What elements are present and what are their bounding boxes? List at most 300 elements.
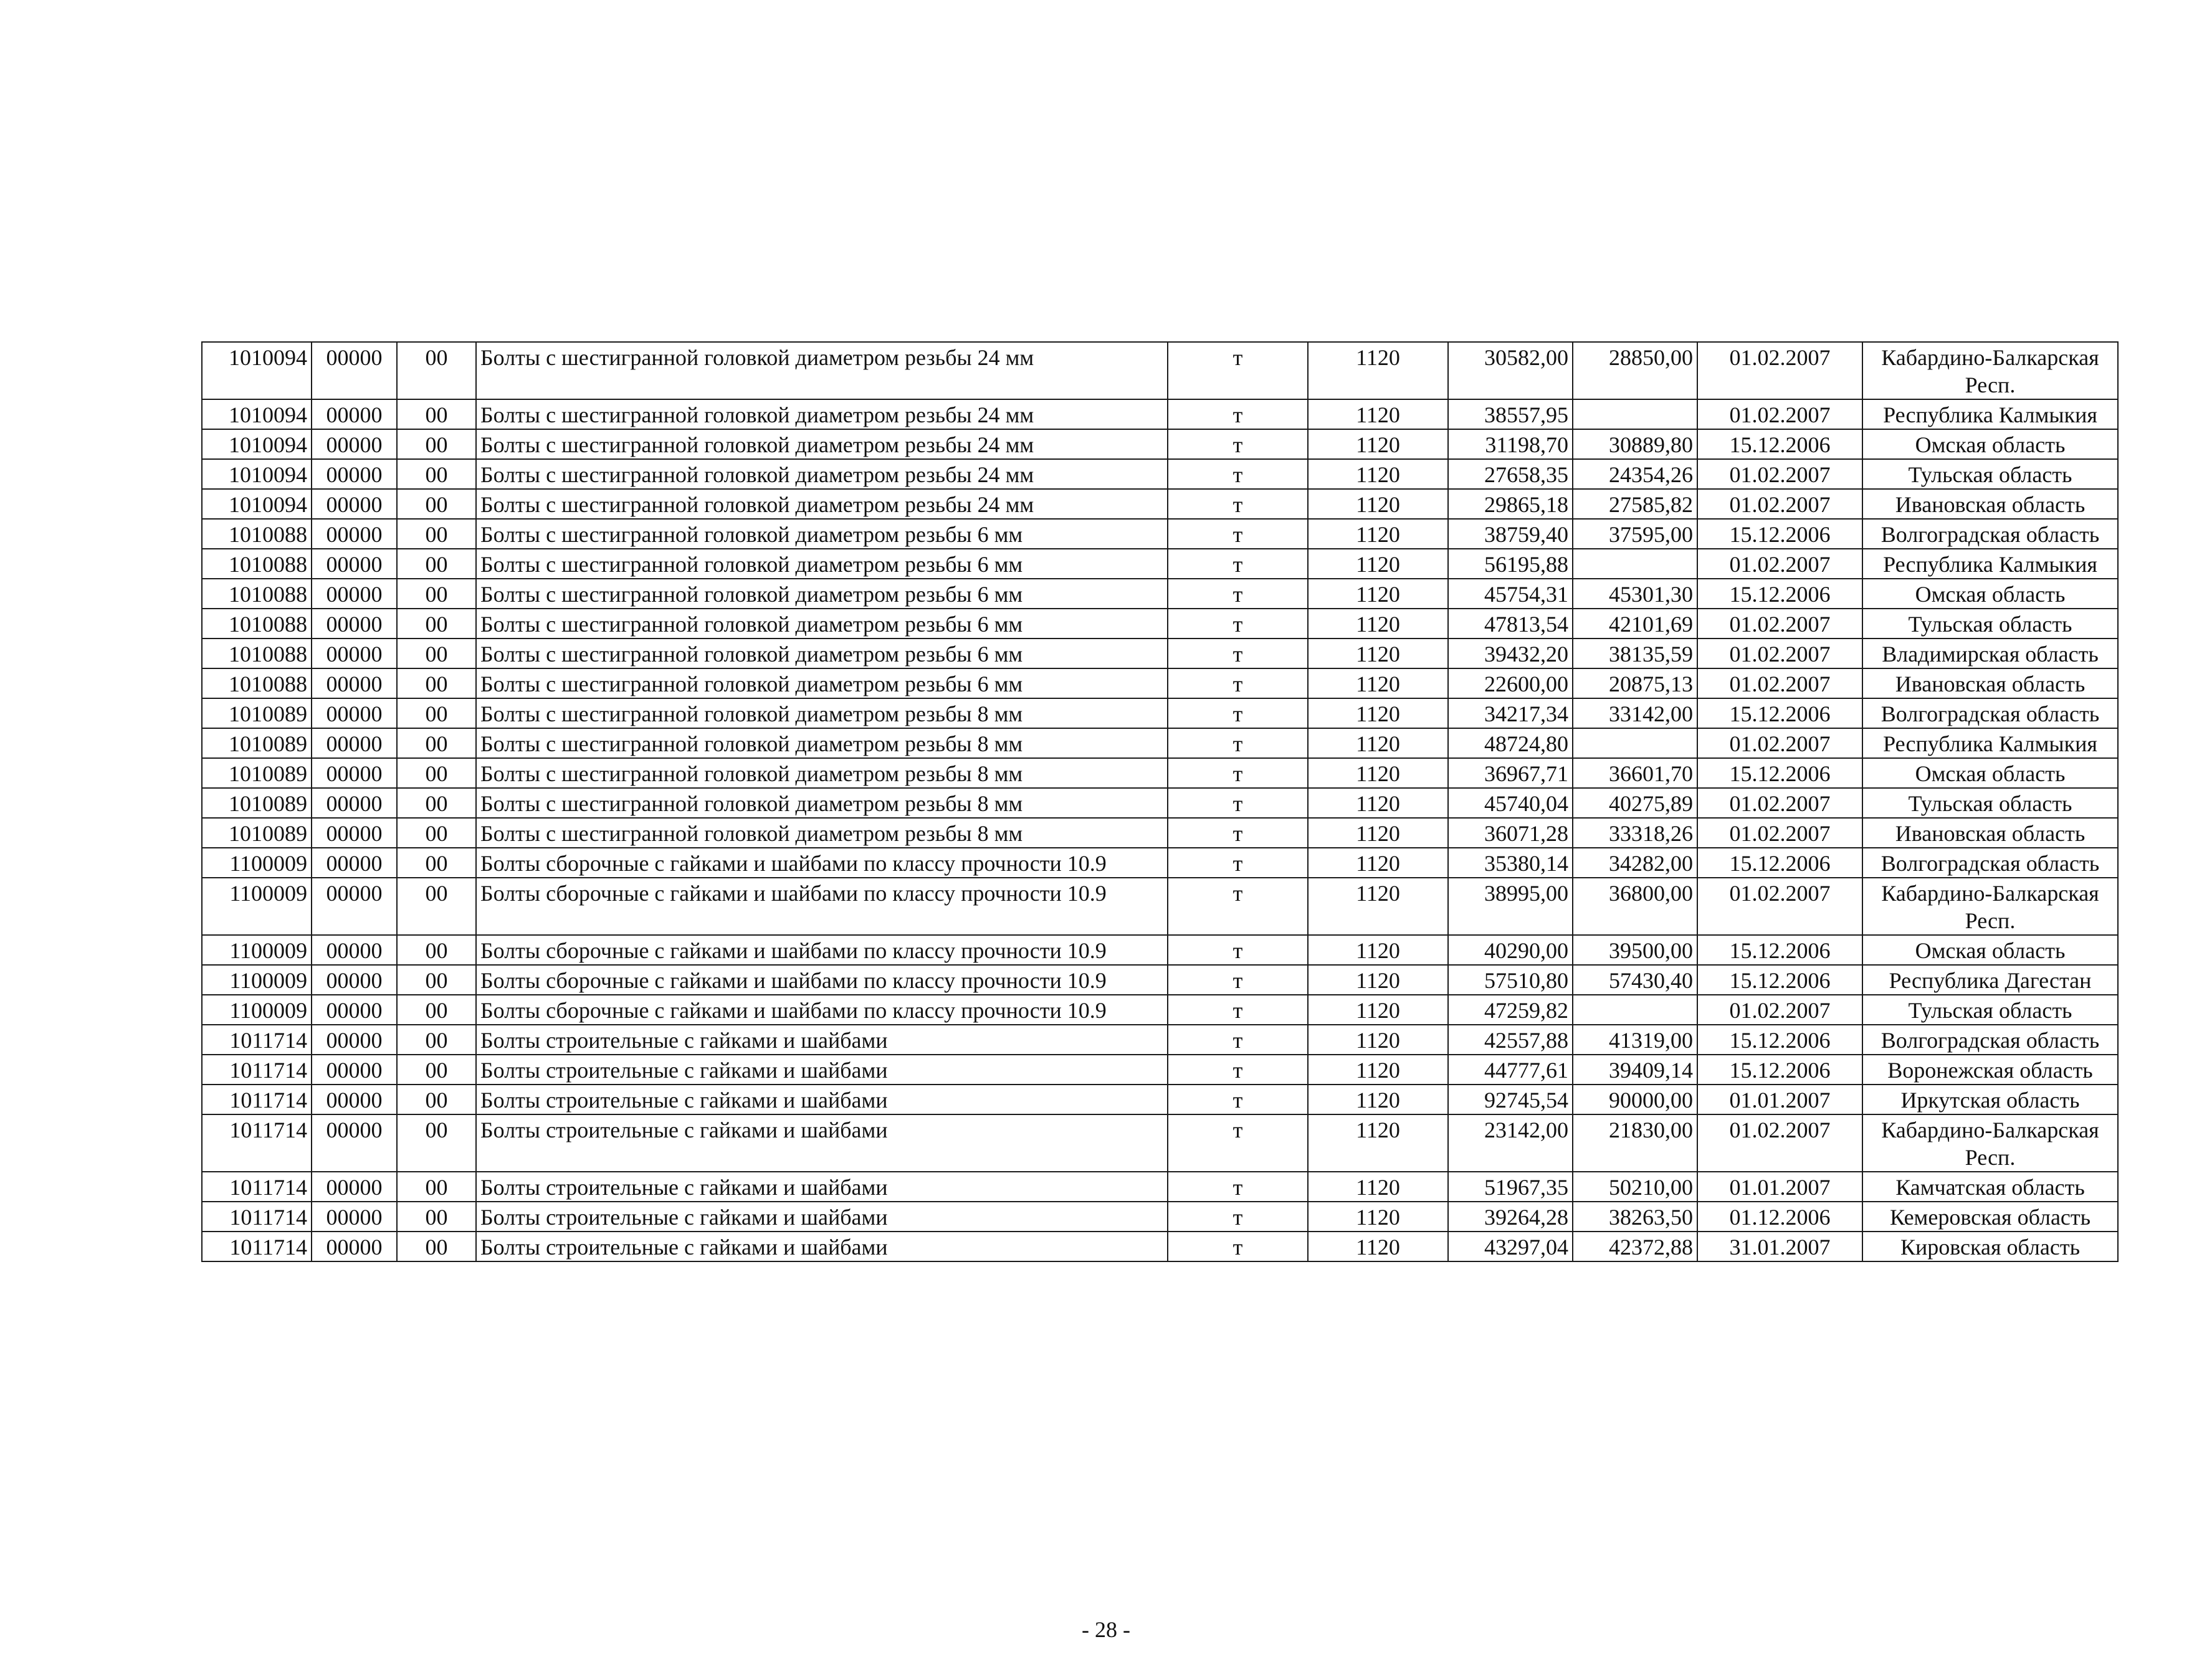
product-code-cell: 1010094 (202, 429, 312, 459)
subcode-cell: 00000 (312, 935, 397, 965)
subcode-cell: 00000 (312, 1085, 397, 1114)
table-row (202, 609, 2118, 639)
page-number: - 28 - (1082, 1617, 1130, 1642)
suffix-cell: 00 (397, 1114, 476, 1172)
unit-cell: т (1168, 1085, 1308, 1114)
table-row (202, 1232, 2118, 1261)
unit-cell: т (1168, 668, 1308, 698)
okei-code-cell: 1120 (1308, 459, 1448, 489)
table-row (202, 698, 2118, 728)
price-cell: 42557,88 (1448, 1025, 1573, 1055)
price-without-vat-cell: 30889,80 (1573, 429, 1697, 459)
region-cell: Омская область (1862, 429, 2118, 459)
region-cell: Тульская область (1862, 459, 2118, 489)
okei-code-cell: 1120 (1308, 639, 1448, 668)
product-name-cell: Болты с шестигранной головкой диаметром резьбы 24 мм (476, 429, 1168, 459)
product-code-cell: 1100009 (202, 965, 312, 995)
subcode-cell: 00000 (312, 728, 397, 758)
table-row (202, 788, 2118, 818)
product-code-cell: 1010089 (202, 818, 312, 848)
table-row (202, 878, 2118, 935)
date-cell: 01.02.2007 (1697, 788, 1862, 818)
okei-code-cell: 1120 (1308, 1114, 1448, 1172)
okei-code-cell: 1120 (1308, 728, 1448, 758)
date-cell: 01.01.2007 (1697, 1172, 1862, 1202)
table-row (202, 519, 2118, 549)
subcode-cell: 00000 (312, 668, 397, 698)
unit-cell: т (1168, 818, 1308, 848)
product-code-cell: 1011714 (202, 1232, 312, 1261)
okei-code-cell: 1120 (1308, 399, 1448, 429)
unit-cell: т (1168, 579, 1308, 609)
suffix-cell: 00 (397, 788, 476, 818)
price-cell: 45740,04 (1448, 788, 1573, 818)
date-cell: 15.12.2006 (1697, 579, 1862, 609)
date-cell: 01.02.2007 (1697, 399, 1862, 429)
suffix-cell: 00 (397, 1055, 476, 1085)
okei-code-cell: 1120 (1308, 342, 1448, 399)
price-cell: 38557,95 (1448, 399, 1573, 429)
date-cell: 01.02.2007 (1697, 818, 1862, 848)
region-cell: Республика Дагестан (1862, 965, 2118, 995)
suffix-cell: 00 (397, 758, 476, 788)
product-code-cell: 1010089 (202, 698, 312, 728)
table-row (202, 429, 2118, 459)
suffix-cell: 00 (397, 1232, 476, 1261)
product-name-cell: Болты с шестигранной головкой диаметром резьбы 24 мм (476, 399, 1168, 429)
table-row (202, 1025, 2118, 1055)
suffix-cell: 00 (397, 965, 476, 995)
price-without-vat-cell: 33142,00 (1573, 698, 1697, 728)
date-cell: 01.02.2007 (1697, 728, 1862, 758)
product-name-cell: Болты сборочные с гайками и шайбами по классу прочности 10.9 (476, 995, 1168, 1025)
region-cell: Кемеровская область (1862, 1202, 2118, 1232)
product-code-cell: 1010088 (202, 549, 312, 579)
date-cell: 01.02.2007 (1697, 609, 1862, 639)
table-row (202, 1172, 2118, 1202)
product-name-cell: Болты с шестигранной головкой диаметром резьбы 8 мм (476, 788, 1168, 818)
date-cell: 01.02.2007 (1697, 1114, 1862, 1172)
product-name-cell: Болты с шестигранной головкой диаметром резьбы 6 мм (476, 519, 1168, 549)
price-cell: 36071,28 (1448, 818, 1573, 848)
unit-cell: т (1168, 489, 1308, 519)
product-name-cell: Болты с шестигранной головкой диаметром резьбы 6 мм (476, 579, 1168, 609)
product-code-cell: 1010088 (202, 668, 312, 698)
unit-cell: т (1168, 935, 1308, 965)
price-cell: 57510,80 (1448, 965, 1573, 995)
suffix-cell: 00 (397, 995, 476, 1025)
product-name-cell: Болты с шестигранной головкой диаметром резьбы 8 мм (476, 758, 1168, 788)
table-row (202, 848, 2118, 878)
suffix-cell: 00 (397, 1172, 476, 1202)
product-code-cell: 1011714 (202, 1172, 312, 1202)
date-cell: 31.01.2007 (1697, 1232, 1862, 1261)
product-name-cell: Болты строительные с гайками и шайбами (476, 1025, 1168, 1055)
okei-code-cell: 1120 (1308, 788, 1448, 818)
subcode-cell: 00000 (312, 848, 397, 878)
date-cell: 01.02.2007 (1697, 639, 1862, 668)
product-name-cell: Болты с шестигранной головкой диаметром резьбы 6 мм (476, 639, 1168, 668)
table-row (202, 579, 2118, 609)
okei-code-cell: 1120 (1308, 549, 1448, 579)
okei-code-cell: 1120 (1308, 965, 1448, 995)
suffix-cell: 00 (397, 848, 476, 878)
region-cell: Воронежская область (1862, 1055, 2118, 1085)
product-code-cell: 1010094 (202, 342, 312, 399)
price-without-vat-cell (1573, 549, 1697, 579)
date-cell: 15.12.2006 (1697, 519, 1862, 549)
date-cell: 01.02.2007 (1697, 668, 1862, 698)
unit-cell: т (1168, 1172, 1308, 1202)
subcode-cell: 00000 (312, 519, 397, 549)
suffix-cell: 00 (397, 342, 476, 399)
price-without-vat-cell: 50210,00 (1573, 1172, 1697, 1202)
suffix-cell: 00 (397, 698, 476, 728)
unit-cell: т (1168, 758, 1308, 788)
region-cell: Тульская область (1862, 788, 2118, 818)
suffix-cell: 00 (397, 639, 476, 668)
product-name-cell: Болты сборочные с гайками и шайбами по классу прочности 10.9 (476, 965, 1168, 995)
product-code-cell: 1010094 (202, 459, 312, 489)
unit-cell: т (1168, 609, 1308, 639)
subcode-cell: 00000 (312, 429, 397, 459)
region-cell: Республика Калмыкия (1862, 728, 2118, 758)
date-cell: 01.02.2007 (1697, 459, 1862, 489)
price-cell: 45754,31 (1448, 579, 1573, 609)
okei-code-cell: 1120 (1308, 698, 1448, 728)
product-code-cell: 1011714 (202, 1202, 312, 1232)
price-cell: 22600,00 (1448, 668, 1573, 698)
price-without-vat-cell: 28850,00 (1573, 342, 1697, 399)
table-row (202, 342, 2118, 399)
price-without-vat-cell: 57430,40 (1573, 965, 1697, 995)
product-code-cell: 1011714 (202, 1055, 312, 1085)
price-cell: 36967,71 (1448, 758, 1573, 788)
price-without-vat-cell: 39500,00 (1573, 935, 1697, 965)
date-cell: 01.01.2007 (1697, 1085, 1862, 1114)
subcode-cell: 00000 (312, 1202, 397, 1232)
product-name-cell: Болты строительные с гайками и шайбами (476, 1114, 1168, 1172)
unit-cell: т (1168, 399, 1308, 429)
date-cell: 15.12.2006 (1697, 758, 1862, 788)
unit-cell: т (1168, 1055, 1308, 1085)
subcode-cell: 00000 (312, 489, 397, 519)
price-without-vat-cell: 20875,13 (1573, 668, 1697, 698)
price-cell: 27658,35 (1448, 459, 1573, 489)
price-without-vat-cell: 38263,50 (1573, 1202, 1697, 1232)
product-code-cell: 1100009 (202, 935, 312, 965)
product-name-cell: Болты с шестигранной головкой диаметром резьбы 8 мм (476, 818, 1168, 848)
price-without-vat-cell: 39409,14 (1573, 1055, 1697, 1085)
suffix-cell: 00 (397, 1085, 476, 1114)
unit-cell: т (1168, 639, 1308, 668)
product-name-cell: Болты с шестигранной головкой диаметром резьбы 24 мм (476, 489, 1168, 519)
subcode-cell: 00000 (312, 698, 397, 728)
price-without-vat-cell: 36601,70 (1573, 758, 1697, 788)
price-without-vat-cell: 37595,00 (1573, 519, 1697, 549)
subcode-cell: 00000 (312, 609, 397, 639)
unit-cell: т (1168, 1202, 1308, 1232)
subcode-cell: 00000 (312, 965, 397, 995)
suffix-cell: 00 (397, 399, 476, 429)
product-name-cell: Болты с шестигранной головкой диаметром резьбы 8 мм (476, 698, 1168, 728)
unit-cell: т (1168, 728, 1308, 758)
table-row (202, 639, 2118, 668)
product-code-cell: 1010088 (202, 609, 312, 639)
suffix-cell: 00 (397, 935, 476, 965)
date-cell: 15.12.2006 (1697, 1055, 1862, 1085)
region-cell: Республика Калмыкия (1862, 399, 2118, 429)
product-name-cell: Болты строительные с гайками и шайбами (476, 1085, 1168, 1114)
okei-code-cell: 1120 (1308, 995, 1448, 1025)
product-name-cell: Болты строительные с гайками и шайбами (476, 1055, 1168, 1085)
suffix-cell: 00 (397, 489, 476, 519)
okei-code-cell: 1120 (1308, 1085, 1448, 1114)
okei-code-cell: 1120 (1308, 1025, 1448, 1055)
price-without-vat-cell: 41319,00 (1573, 1025, 1697, 1055)
product-code-cell: 1010088 (202, 519, 312, 549)
table-row (202, 995, 2118, 1025)
price-without-vat-cell: 24354,26 (1573, 459, 1697, 489)
price-cell: 39432,20 (1448, 639, 1573, 668)
region-cell: Тульская область (1862, 995, 2118, 1025)
region-cell: Омская область (1862, 579, 2118, 609)
price-without-vat-cell: 42101,69 (1573, 609, 1697, 639)
date-cell: 15.12.2006 (1697, 1025, 1862, 1055)
date-cell: 15.12.2006 (1697, 935, 1862, 965)
product-code-cell: 1010088 (202, 579, 312, 609)
unit-cell: т (1168, 1114, 1308, 1172)
unit-cell: т (1168, 459, 1308, 489)
price-without-vat-cell: 27585,82 (1573, 489, 1697, 519)
table-row (202, 1114, 2118, 1172)
unit-cell: т (1168, 549, 1308, 579)
region-cell: Республика Калмыкия (1862, 549, 2118, 579)
price-without-vat-cell: 36800,00 (1573, 878, 1697, 935)
unit-cell: т (1168, 1025, 1308, 1055)
product-code-cell: 1100009 (202, 995, 312, 1025)
date-cell: 15.12.2006 (1697, 429, 1862, 459)
price-without-vat-cell: 21830,00 (1573, 1114, 1697, 1172)
suffix-cell: 00 (397, 1202, 476, 1232)
subcode-cell: 00000 (312, 788, 397, 818)
price-without-vat-cell (1573, 728, 1697, 758)
suffix-cell: 00 (397, 818, 476, 848)
price-cell: 48724,80 (1448, 728, 1573, 758)
product-name-cell: Болты с шестигранной головкой диаметром резьбы 6 мм (476, 549, 1168, 579)
price-cell: 43297,04 (1448, 1232, 1573, 1261)
product-code-cell: 1011714 (202, 1085, 312, 1114)
okei-code-cell: 1120 (1308, 935, 1448, 965)
product-name-cell: Болты с шестигранной головкой диаметром резьбы 8 мм (476, 728, 1168, 758)
suffix-cell: 00 (397, 668, 476, 698)
unit-cell: т (1168, 698, 1308, 728)
okei-code-cell: 1120 (1308, 758, 1448, 788)
price-cell: 92745,54 (1448, 1085, 1573, 1114)
subcode-cell: 00000 (312, 549, 397, 579)
price-without-vat-cell: 42372,88 (1573, 1232, 1697, 1261)
price-cell: 47259,82 (1448, 995, 1573, 1025)
okei-code-cell: 1120 (1308, 1055, 1448, 1085)
price-cell: 34217,34 (1448, 698, 1573, 728)
suffix-cell: 00 (397, 429, 476, 459)
subcode-cell: 00000 (312, 1025, 397, 1055)
region-cell: Омская область (1862, 758, 2118, 788)
product-code-cell: 1010089 (202, 758, 312, 788)
price-without-vat-cell (1573, 995, 1697, 1025)
subcode-cell: 00000 (312, 579, 397, 609)
table-row (202, 758, 2118, 788)
region-cell: Ивановская область (1862, 818, 2118, 848)
product-code-cell: 1011714 (202, 1114, 312, 1172)
region-cell: Ивановская область (1862, 489, 2118, 519)
date-cell: 01.02.2007 (1697, 342, 1862, 399)
subcode-cell: 00000 (312, 1114, 397, 1172)
price-without-vat-cell (1573, 399, 1697, 429)
price-without-vat-cell: 38135,59 (1573, 639, 1697, 668)
product-name-cell: Болты с шестигранной головкой диаметром резьбы 6 мм (476, 668, 1168, 698)
product-name-cell: Болты с шестигранной головкой диаметром резьбы 24 мм (476, 342, 1168, 399)
okei-code-cell: 1120 (1308, 1232, 1448, 1261)
subcode-cell: 00000 (312, 758, 397, 788)
suffix-cell: 00 (397, 878, 476, 935)
table-row (202, 818, 2118, 848)
region-cell: Кабардино-Балкарская Респ. (1862, 878, 2118, 935)
table-row (202, 1085, 2118, 1114)
product-name-cell: Болты строительные с гайками и шайбами (476, 1232, 1168, 1261)
price-cell: 39264,28 (1448, 1202, 1573, 1232)
region-cell: Владимирская область (1862, 639, 2118, 668)
date-cell: 01.02.2007 (1697, 995, 1862, 1025)
price-cell: 56195,88 (1448, 549, 1573, 579)
subcode-cell: 00000 (312, 342, 397, 399)
okei-code-cell: 1120 (1308, 489, 1448, 519)
product-code-cell: 1010089 (202, 728, 312, 758)
unit-cell: т (1168, 848, 1308, 878)
subcode-cell: 00000 (312, 878, 397, 935)
table-row (202, 935, 2118, 965)
price-cell: 30582,00 (1448, 342, 1573, 399)
okei-code-cell: 1120 (1308, 878, 1448, 935)
unit-cell: т (1168, 342, 1308, 399)
region-cell: Волгоградская область (1862, 1025, 2118, 1055)
okei-code-cell: 1120 (1308, 668, 1448, 698)
price-without-vat-cell: 90000,00 (1573, 1085, 1697, 1114)
suffix-cell: 00 (397, 579, 476, 609)
table-body (202, 342, 2118, 1261)
table-row (202, 1055, 2118, 1085)
region-cell: Тульская область (1862, 609, 2118, 639)
table-row (202, 489, 2118, 519)
region-cell: Кабардино-Балкарская Респ. (1862, 342, 2118, 399)
okei-code-cell: 1120 (1308, 429, 1448, 459)
price-cell: 35380,14 (1448, 848, 1573, 878)
price-cell: 51967,35 (1448, 1172, 1573, 1202)
price-cell: 31198,70 (1448, 429, 1573, 459)
region-cell: Волгоградская область (1862, 519, 2118, 549)
region-cell: Кировская область (1862, 1232, 2118, 1261)
table-row (202, 965, 2118, 995)
table-row (202, 399, 2118, 429)
date-cell: 15.12.2006 (1697, 848, 1862, 878)
unit-cell: т (1168, 965, 1308, 995)
okei-code-cell: 1120 (1308, 609, 1448, 639)
product-name-cell: Болты сборочные с гайками и шайбами по классу прочности 10.9 (476, 878, 1168, 935)
suffix-cell: 00 (397, 549, 476, 579)
suffix-cell: 00 (397, 728, 476, 758)
price-without-vat-cell: 34282,00 (1573, 848, 1697, 878)
region-cell: Кабардино-Балкарская Респ. (1862, 1114, 2118, 1172)
date-cell: 01.12.2006 (1697, 1202, 1862, 1232)
suffix-cell: 00 (397, 1025, 476, 1055)
table-row (202, 549, 2118, 579)
product-code-cell: 1100009 (202, 848, 312, 878)
product-code-cell: 1010094 (202, 399, 312, 429)
product-code-cell: 1011714 (202, 1025, 312, 1055)
product-name-cell: Болты строительные с гайками и шайбами (476, 1172, 1168, 1202)
subcode-cell: 00000 (312, 818, 397, 848)
unit-cell: т (1168, 429, 1308, 459)
price-cell: 29865,18 (1448, 489, 1573, 519)
unit-cell: т (1168, 878, 1308, 935)
product-name-cell: Болты сборочные с гайками и шайбами по классу прочности 10.9 (476, 935, 1168, 965)
subcode-cell: 00000 (312, 1055, 397, 1085)
subcode-cell: 00000 (312, 639, 397, 668)
product-name-cell: Болты с шестигранной головкой диаметром резьбы 6 мм (476, 609, 1168, 639)
table-row (202, 1202, 2118, 1232)
price-cell: 23142,00 (1448, 1114, 1573, 1172)
region-cell: Камчатская область (1862, 1172, 2118, 1202)
unit-cell: т (1168, 788, 1308, 818)
suffix-cell: 00 (397, 519, 476, 549)
subcode-cell: 00000 (312, 399, 397, 429)
date-cell: 15.12.2006 (1697, 965, 1862, 995)
region-cell: Волгоградская область (1862, 698, 2118, 728)
price-cell: 40290,00 (1448, 935, 1573, 965)
product-name-cell: Болты сборочные с гайками и шайбами по классу прочности 10.9 (476, 848, 1168, 878)
subcode-cell: 00000 (312, 1172, 397, 1202)
product-code-cell: 1010089 (202, 788, 312, 818)
product-code-cell: 1010088 (202, 639, 312, 668)
subcode-cell: 00000 (312, 995, 397, 1025)
region-cell: Омская область (1862, 935, 2118, 965)
unit-cell: т (1168, 995, 1308, 1025)
price-cell: 44777,61 (1448, 1055, 1573, 1085)
suffix-cell: 00 (397, 609, 476, 639)
unit-cell: т (1168, 519, 1308, 549)
date-cell: 15.12.2006 (1697, 698, 1862, 728)
date-cell: 01.02.2007 (1697, 549, 1862, 579)
okei-code-cell: 1120 (1308, 579, 1448, 609)
unit-cell: т (1168, 1232, 1308, 1261)
table-row (202, 459, 2118, 489)
okei-code-cell: 1120 (1308, 848, 1448, 878)
price-without-vat-cell: 33318,26 (1573, 818, 1697, 848)
product-code-cell: 1010094 (202, 489, 312, 519)
table-row (202, 668, 2118, 698)
product-name-cell: Болты с шестигранной головкой диаметром резьбы 24 мм (476, 459, 1168, 489)
date-cell: 01.02.2007 (1697, 878, 1862, 935)
okei-code-cell: 1120 (1308, 1202, 1448, 1232)
price-cell: 38995,00 (1448, 878, 1573, 935)
okei-code-cell: 1120 (1308, 1172, 1448, 1202)
table-row (202, 728, 2118, 758)
price-table (201, 341, 2119, 1262)
price-cell: 38759,40 (1448, 519, 1573, 549)
price-cell: 47813,54 (1448, 609, 1573, 639)
price-without-vat-cell: 45301,30 (1573, 579, 1697, 609)
region-cell: Ивановская область (1862, 668, 2118, 698)
